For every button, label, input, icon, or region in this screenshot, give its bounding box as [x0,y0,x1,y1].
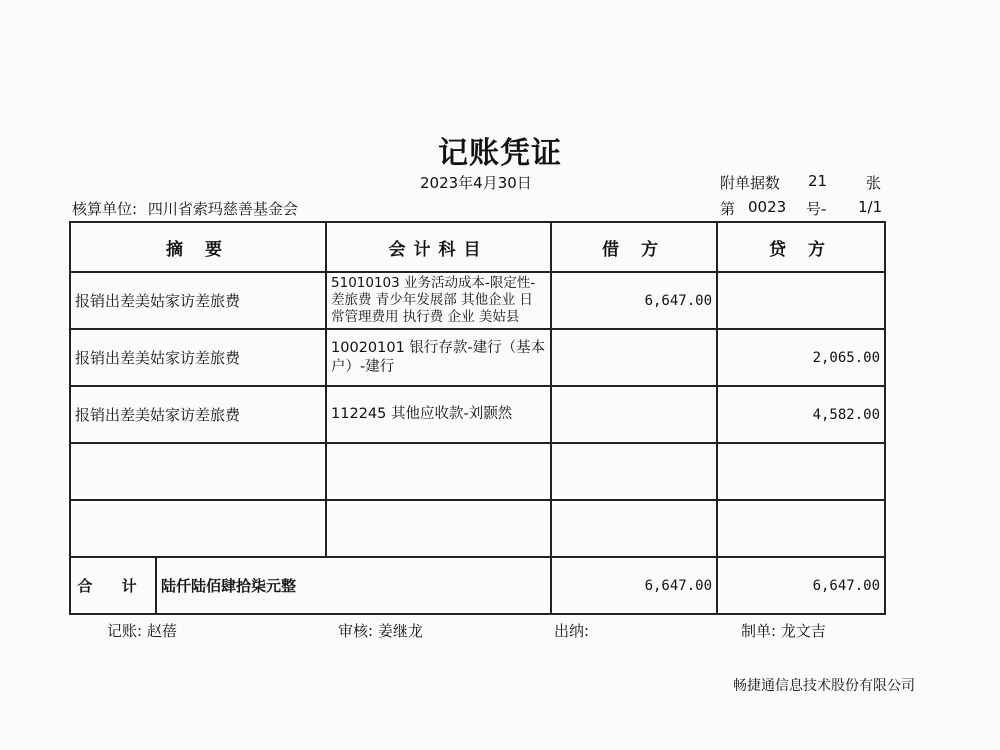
bookkeeper-signature [107,620,177,641]
accounting-unit [72,198,298,219]
table-row [70,386,885,443]
voucher-number-value: 0023 [748,198,787,216]
software-vendor: 畅捷通信息技术股份有限公司 [733,678,915,694]
row-summary [70,443,326,500]
header-credit: 贷 方 [717,222,885,272]
table-row [70,272,885,329]
row-credit: 4,582.00 [717,386,885,443]
row-summary [70,500,326,557]
attachment-number: 21 [808,172,828,190]
voucher-table [69,221,886,615]
cashier-label: 出纳: [554,622,590,640]
voucher-number-suffix: 号- [806,200,827,218]
row-debit [551,443,717,500]
table-row [70,329,885,386]
header-summary: 摘 要 [70,222,326,272]
table-row [70,443,885,500]
preparer-label: 制单: [741,622,777,640]
attachment-unit: 张 [866,174,882,192]
attachment-label: 附单据数 [720,174,781,192]
row-credit [717,500,885,557]
auditor-name: 姜继龙 [377,622,423,640]
voucher-date: 2023年4月30日 [420,174,532,192]
total-credit: 6,647.00 [717,557,885,614]
header-account: 会计科目 [326,222,551,272]
total-row [70,557,885,614]
bookkeeper-name: 赵蓓 [146,622,177,640]
total-debit: 6,647.00 [551,557,717,614]
table-row [70,500,885,557]
voucher-title: 记账凭证 [438,136,562,171]
voucher-page: 1/1 [858,198,883,216]
row-account: 51010103 业务活动成本-限定性-差旅费 青少年发展部 其他企业 日常管理费用 执行费 企业 美姑县 [326,272,551,329]
preparer-signature [741,620,826,641]
row-credit [717,272,885,329]
row-summary: 报销出差美姑家访差旅费 [70,272,326,329]
row-account: 10020101 银行存款-建行（基本户）-建行 [326,329,551,386]
total-amount-words: 陆仟陆佰肆拾柒元整 [156,557,551,614]
row-summary: 报销出差美姑家访差旅费 [70,386,326,443]
accounting-unit-name: 四川省索玛慈善基金会 [147,200,298,218]
total-label: 合 计 [70,557,156,614]
header-debit: 借 方 [551,222,717,272]
accounting-unit-label: 核算单位: [72,200,138,218]
row-debit: 6,647.00 [551,272,717,329]
row-credit: 2,065.00 [717,329,885,386]
bookkeeper-label: 记账: [107,622,143,640]
row-account: 112245 其他应收款-刘颢然 [326,386,551,443]
row-credit [717,443,885,500]
row-account [326,443,551,500]
row-account [326,500,551,557]
row-debit [551,500,717,557]
row-debit [551,386,717,443]
auditor-label: 审核: [338,622,374,640]
table-header-row [70,222,885,272]
preparer-name: 龙文吉 [780,622,826,640]
auditor-signature [338,620,423,641]
row-summary: 报销出差美姑家访差旅费 [70,329,326,386]
cashier-signature [554,620,589,641]
row-debit [551,329,717,386]
voucher-number-prefix: 第 [720,200,736,218]
